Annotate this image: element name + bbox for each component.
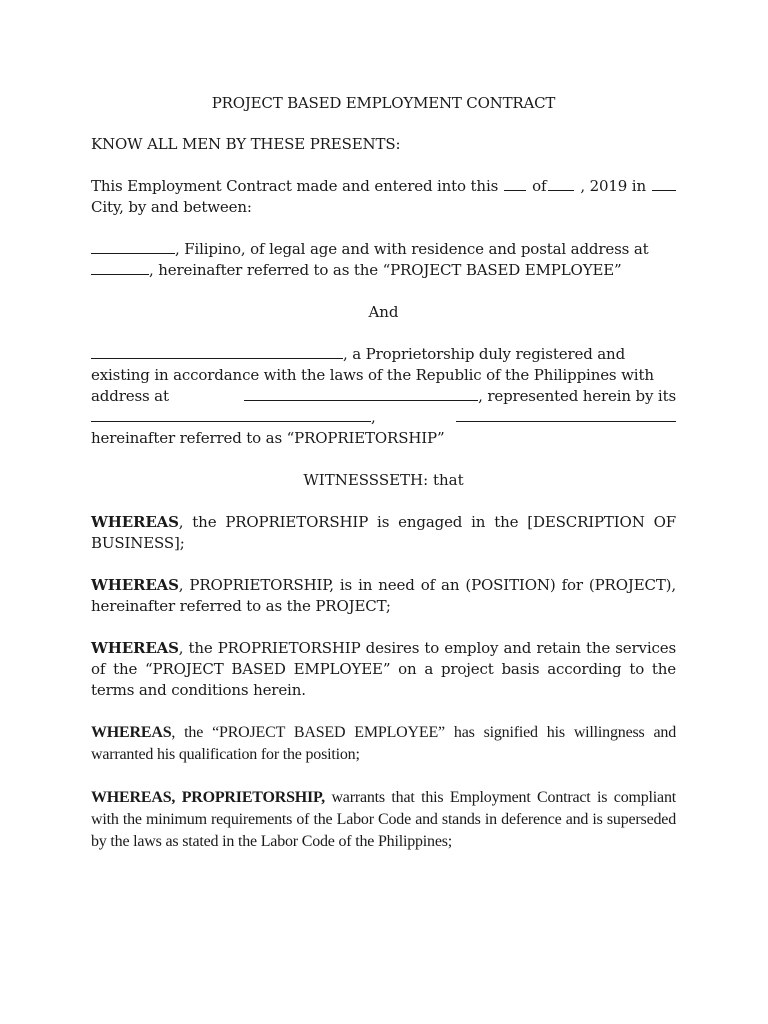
whereas-lead: WHEREAS xyxy=(91,513,179,531)
whereas-text: , PROPRIETORSHIP, is in need of an (POSITION) for (PROJECT), hereinafter referred to as the PROJECT; xyxy=(91,576,676,615)
and-separator: And xyxy=(368,303,399,321)
proprietor-paragraph xyxy=(91,344,676,449)
representative-comma: , xyxy=(371,408,376,426)
intro-year: , 2019 in xyxy=(580,177,646,195)
proprietor-address-blank xyxy=(244,386,478,401)
witnesseth-heading: WITNESSSETH: that xyxy=(303,471,464,489)
whereas-text: , the PROPRIETORSHIP is engaged in the [DESCRIPTION OF BUSINESS]; xyxy=(91,513,676,552)
representative-position-blank xyxy=(456,407,676,422)
employee-line1: , Filipino, of legal age and with residence and postal address at xyxy=(175,240,649,258)
employee-paragraph xyxy=(91,239,676,281)
know-all-men-heading: KNOW ALL MEN BY THESE PRESENTS: xyxy=(91,135,401,153)
whereas-clause-3 xyxy=(91,638,676,701)
document-title: PROJECT BASED EMPLOYMENT CONTRACT xyxy=(211,94,556,112)
whereas-text: , the PROPRIETORSHIP desires to employ and retain the services of the “PROJECT BASED EMPLOYEE” on a project basis according to the terms and conditions herein. xyxy=(91,639,676,699)
employee-line2: , hereinafter referred to as the “PROJECT BASED EMPLOYEE” xyxy=(149,261,622,279)
proprietor-name-blank xyxy=(91,344,343,359)
whereas-lead: WHEREAS xyxy=(91,639,179,657)
whereas-text: warrants that this Employment Contract is compliant with the minimum requirements of the Labor Code and stands in deference and is superseded by the laws as stated in the Labor Code of the Philippines; xyxy=(91,789,676,850)
proprietor-line2: existing in accordance with the laws of the Republic of the Philippines with xyxy=(91,366,654,384)
whereas-clause-4 xyxy=(91,722,676,766)
whereas-clause-1 xyxy=(91,512,676,554)
intro-paragraph xyxy=(91,176,676,218)
proprietor-line1: , a Proprietorship duly registered and xyxy=(343,345,626,363)
whereas-lead: WHEREAS, PROPRIETORSHIP, xyxy=(91,789,325,806)
intro-city: City, by and between: xyxy=(91,198,252,216)
intro-of: of xyxy=(532,177,547,195)
whereas-clause-5 xyxy=(91,787,676,853)
city-blank xyxy=(652,176,676,191)
employee-name-blank xyxy=(91,239,175,254)
whereas-lead: WHEREAS xyxy=(91,724,172,741)
intro-text: This Employment Contract made and entered into this xyxy=(91,177,499,195)
whereas-clause-2 xyxy=(91,575,676,617)
day-blank xyxy=(504,176,526,191)
representative-name-blank xyxy=(91,407,371,422)
month-blank xyxy=(548,176,574,191)
employee-address-blank xyxy=(91,260,149,275)
proprietor-line5: hereinafter referred to as “PROPRIETORSHIP” xyxy=(91,429,445,447)
whereas-lead: WHEREAS xyxy=(91,576,179,594)
proprietor-represented: , represented herein by its xyxy=(478,387,676,405)
whereas-text: , the “PROJECT BASED EMPLOYEE” has signified his willingness and warranted his qualification for the position; xyxy=(91,724,676,763)
proprietor-address-label: address at xyxy=(91,387,169,405)
document-body xyxy=(91,93,676,874)
